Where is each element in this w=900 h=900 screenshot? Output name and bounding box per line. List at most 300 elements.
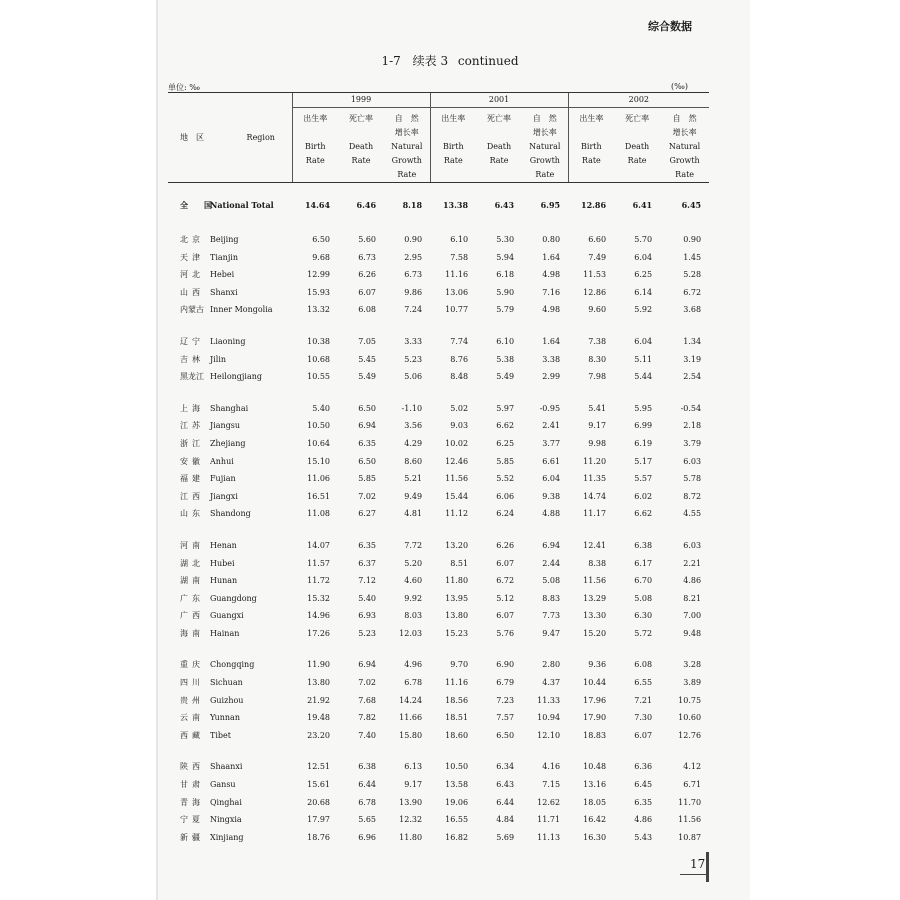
value-cell: 10.68	[307, 354, 331, 364]
value-cell: 11.56	[445, 474, 469, 484]
table-row	[168, 590, 709, 608]
value-cell: 6.73	[358, 252, 377, 262]
value-cell: 9.49	[404, 491, 423, 501]
value-cell: 6.26	[358, 270, 377, 280]
value-cell: 3.79	[683, 438, 702, 448]
value-cell: 7.02	[358, 491, 377, 501]
value-cell: 11.16	[445, 270, 469, 280]
table-row	[168, 794, 709, 812]
value-cell: 9.70	[450, 660, 469, 670]
value-cell: 4.55	[683, 509, 702, 519]
value-cell: 13.95	[445, 593, 469, 603]
table-row	[168, 674, 709, 692]
year-header-2002: 2002	[568, 93, 709, 108]
value-cell: 6.06	[496, 491, 515, 501]
value-cell: 2.41	[542, 421, 561, 431]
growth-rate-header: 自 然 增长率 Natural Growth Rate	[384, 108, 430, 183]
value-cell: 5.38	[496, 354, 515, 364]
value-cell: 9.36	[588, 660, 607, 670]
value-cell: 11.12	[445, 509, 469, 519]
growth-rate-header: 自 然 增长率 Natural Growth Rate	[660, 108, 709, 183]
table-row	[168, 417, 709, 435]
growth-rate-header: 自 然 增长率 Natural Growth Rate	[522, 108, 568, 183]
value-cell: 5.43	[634, 832, 653, 842]
region-en: Jiangsu	[210, 421, 241, 431]
region-en: Hunan	[210, 576, 238, 586]
value-cell: 6.62	[634, 509, 653, 519]
value-cell: 5.90	[496, 287, 515, 297]
value-cell: 7.40	[358, 730, 377, 740]
region-en: Gansu	[210, 780, 236, 790]
value-cell: 6.60	[588, 235, 607, 244]
value-cell: 12.10	[537, 730, 561, 740]
value-cell: 6.08	[358, 305, 377, 315]
value-cell: 10.87	[678, 832, 702, 842]
value-cell: 12.99	[307, 270, 331, 280]
region-en: Yunnan	[210, 713, 240, 723]
region-cn: 陕西	[180, 762, 204, 772]
value-cell: 0.90	[404, 235, 423, 244]
region-en: Ningxia	[210, 815, 242, 825]
region-en: Shaanxi	[210, 762, 243, 772]
value-cell: 13.32	[307, 305, 331, 315]
value-cell: 2.54	[683, 372, 702, 382]
region-header-en: Region	[246, 133, 275, 142]
value-cell: 11.08	[307, 509, 331, 519]
region-cn: 江西	[180, 491, 204, 501]
value-cell: 4.12	[683, 762, 702, 772]
table-title-text: 续表 3	[412, 54, 449, 68]
value-cell: 11.20	[583, 456, 607, 466]
value-cell: 10.44	[583, 678, 607, 688]
value-cell: 6.44	[496, 797, 515, 807]
region-en: Hubei	[210, 558, 235, 568]
region-cn: 河北	[180, 270, 204, 280]
table-row	[168, 249, 709, 267]
region-en: Qinghai	[210, 797, 242, 807]
table-row	[168, 266, 709, 284]
region-en: Tianjin	[210, 252, 239, 262]
value-cell: 6.19	[634, 438, 653, 448]
value-cell: 3.56	[404, 421, 423, 431]
value-cell: 19.06	[445, 797, 469, 807]
value-cell: 12.62	[537, 797, 561, 807]
region-en: Hainan	[210, 628, 240, 638]
value-cell: 3.89	[683, 678, 702, 688]
value-cell: 5.60	[358, 235, 377, 244]
value-cell: 23.20	[307, 730, 331, 740]
value-cell: 8.83	[542, 593, 561, 603]
value-cell: 6.93	[358, 611, 377, 621]
value-cell: 10.48	[583, 762, 607, 772]
value-cell: 3.28	[683, 660, 702, 670]
value-cell: 6.50	[496, 730, 515, 740]
region-en: Anhui	[210, 456, 234, 466]
region-cn: 北京	[180, 235, 204, 244]
region-en: Tibet	[210, 730, 231, 740]
value-cell: 5.92	[634, 305, 653, 315]
value-cell: 8.51	[450, 558, 469, 568]
value-cell: 6.07	[358, 287, 377, 297]
value-cell: 12.32	[399, 815, 423, 825]
value-cell: 6.30	[634, 611, 653, 621]
value-cell: 4.86	[683, 576, 702, 586]
value-cell: 6.95	[540, 200, 561, 210]
value-cell: 2.80	[542, 660, 561, 670]
value-cell: 0.90	[683, 235, 702, 244]
value-cell: 8.03	[404, 611, 423, 621]
value-cell: 5.20	[404, 558, 423, 568]
value-cell: 7.02	[358, 678, 377, 688]
region-en: Henan	[210, 540, 237, 550]
value-cell: 7.49	[588, 252, 607, 262]
table-row	[168, 435, 709, 453]
value-cell: 13.80	[445, 611, 469, 621]
region-en: Zhejiang	[210, 438, 246, 448]
table-row	[168, 505, 709, 523]
value-cell: 6.17	[634, 558, 653, 568]
value-cell: 6.35	[358, 540, 377, 550]
value-cell: 9.38	[542, 491, 561, 501]
value-cell: 17.26	[307, 628, 331, 638]
table-body	[168, 183, 709, 847]
value-cell: 5.79	[496, 305, 515, 315]
value-cell: 4.84	[496, 815, 515, 825]
value-cell: 18.56	[445, 695, 469, 705]
value-cell: 5.17	[634, 456, 653, 466]
value-cell: 14.74	[583, 491, 607, 501]
value-cell: 6.37	[358, 558, 377, 568]
region-cn: 上海	[180, 403, 204, 413]
unit-label-right: (‰)	[671, 82, 688, 91]
value-cell: -1.10	[401, 403, 423, 413]
value-cell: 5.70	[634, 235, 653, 244]
region-en: Inner Mongolia	[210, 305, 273, 315]
value-cell: 5.28	[683, 270, 702, 280]
value-cell: 11.66	[399, 713, 423, 723]
value-cell: 5.97	[496, 403, 515, 413]
value-cell: 11.72	[307, 576, 331, 586]
value-cell: 3.33	[404, 336, 423, 346]
value-cell: 11.35	[583, 474, 607, 484]
value-cell: 5.45	[358, 354, 377, 364]
value-cell: 8.60	[404, 456, 423, 466]
year-header-2001: 2001	[430, 93, 568, 108]
value-cell: 6.70	[634, 576, 653, 586]
value-cell: 5.65	[358, 815, 377, 825]
value-cell: 6.45	[634, 780, 653, 790]
value-cell: 18.05	[583, 797, 607, 807]
value-cell: 19.48	[307, 713, 331, 723]
value-cell: 6.96	[358, 832, 377, 842]
region-cn: 吉林	[180, 354, 204, 364]
value-cell: 2.44	[542, 558, 561, 568]
value-cell: 6.08	[634, 660, 653, 670]
value-cell: 14.07	[307, 540, 331, 550]
value-cell: 9.17	[404, 780, 423, 790]
value-cell: 13.20	[445, 540, 469, 550]
group-spacer	[168, 744, 709, 758]
value-cell: 12.41	[583, 540, 607, 550]
value-cell: 7.68	[358, 695, 377, 705]
value-cell: 6.50	[358, 403, 377, 413]
value-cell: 3.68	[683, 305, 702, 315]
value-cell: 10.75	[678, 695, 702, 705]
region-en: Hebei	[210, 270, 235, 280]
value-cell: 10.77	[445, 305, 469, 315]
table-row	[168, 470, 709, 488]
table-number: 1-7	[381, 54, 401, 68]
value-cell: 6.07	[496, 611, 515, 621]
value-cell: 11.53	[583, 270, 607, 280]
value-cell: 9.47	[542, 628, 561, 638]
value-cell: 6.36	[634, 762, 653, 772]
value-cell: 11.56	[678, 815, 702, 825]
value-cell: 5.78	[683, 474, 702, 484]
value-cell: 7.21	[634, 695, 653, 705]
value-cell: 16.51	[307, 491, 331, 501]
value-cell: 11.56	[583, 576, 607, 586]
region-en: Shanghai	[210, 403, 249, 413]
value-cell: 12.86	[581, 200, 607, 210]
value-cell: 5.12	[496, 593, 515, 603]
region-cn: 新疆	[180, 832, 204, 842]
table-row	[168, 811, 709, 829]
region-cn: 宁夏	[180, 815, 204, 825]
value-cell: 6.25	[496, 438, 515, 448]
region-cn: 全 国	[180, 200, 216, 210]
value-cell: -0.95	[539, 403, 561, 413]
region-cn: 湖南	[180, 576, 204, 586]
region-cn: 重庆	[180, 660, 204, 670]
value-cell: 7.74	[450, 336, 469, 346]
value-cell: 8.48	[450, 372, 469, 382]
value-cell: 6.38	[634, 540, 653, 550]
value-cell: 5.95	[634, 403, 653, 413]
birth-rate-header: 出生率 Birth Rate	[430, 108, 476, 183]
region-cn: 广西	[180, 611, 204, 621]
value-cell: 6.43	[496, 780, 515, 790]
region-cn: 内蒙古	[180, 305, 204, 315]
value-cell: 6.73	[404, 270, 423, 280]
value-cell: 5.21	[404, 474, 423, 484]
value-cell: 4.86	[634, 815, 653, 825]
value-cell: 10.64	[307, 438, 331, 448]
region-en: Chongqing	[210, 660, 255, 670]
death-rate-header: 死亡率 Death Rate	[614, 108, 660, 183]
value-cell: 6.55	[634, 678, 653, 688]
birth-rate-header: 出生率 Birth Rate	[292, 108, 338, 183]
year-header-1999: 1999	[292, 93, 430, 108]
value-cell: 7.00	[683, 611, 702, 621]
value-cell: 6.99	[634, 421, 653, 431]
value-cell: 5.02	[450, 403, 469, 413]
region-en: Beijing	[210, 235, 239, 244]
value-cell: 9.92	[404, 593, 423, 603]
table-row	[168, 555, 709, 573]
value-cell: 21.92	[307, 695, 331, 705]
region-en: Jiangxi	[210, 491, 238, 501]
value-cell: 4.96	[404, 660, 423, 670]
value-cell: 11.70	[678, 797, 702, 807]
region-cn: 青海	[180, 797, 204, 807]
value-cell: 20.68	[307, 797, 331, 807]
value-cell: 11.17	[583, 509, 607, 519]
region-header	[168, 93, 292, 183]
region-en: Guizhou	[210, 695, 244, 705]
value-cell: 4.88	[542, 509, 561, 519]
region-cn: 云南	[180, 713, 204, 723]
value-cell: 15.32	[307, 593, 331, 603]
value-cell: 13.30	[583, 611, 607, 621]
value-cell: 6.27	[358, 509, 377, 519]
value-cell: 5.23	[358, 628, 377, 638]
value-cell: 12.46	[445, 456, 469, 466]
value-cell: 5.69	[496, 832, 515, 842]
value-cell: 6.90	[496, 660, 515, 670]
group-spacer	[168, 319, 709, 333]
value-cell: 6.34	[496, 762, 515, 772]
region-cn: 山西	[180, 287, 204, 297]
region-cn: 西藏	[180, 730, 204, 740]
value-cell: 7.30	[634, 713, 653, 723]
value-cell: 6.46	[356, 200, 377, 210]
value-cell: 13.16	[583, 780, 607, 790]
page-number: 17	[690, 857, 706, 871]
value-cell: 6.79	[496, 678, 515, 688]
region-en: Shanxi	[210, 287, 238, 297]
group-spacer	[168, 642, 709, 656]
value-cell: 6.38	[358, 762, 377, 772]
region-en: Fujian	[210, 474, 236, 484]
value-cell: 9.17	[588, 421, 607, 431]
value-cell: 2.95	[404, 252, 423, 262]
value-cell: 15.61	[307, 780, 331, 790]
value-cell: 13.80	[307, 678, 331, 688]
value-cell: 16.30	[583, 832, 607, 842]
value-cell: 9.86	[404, 287, 423, 297]
value-cell: 10.38	[307, 336, 331, 346]
value-cell: 5.85	[496, 456, 515, 466]
value-cell: 5.52	[496, 474, 515, 484]
value-cell: 5.76	[496, 628, 515, 638]
value-cell: 15.23	[445, 628, 469, 638]
value-cell: 5.72	[634, 628, 653, 638]
value-cell: 4.29	[404, 438, 423, 448]
value-cell: 18.83	[583, 730, 607, 740]
value-cell: 6.35	[358, 438, 377, 448]
value-cell: 1.45	[683, 252, 702, 262]
value-cell: 3.38	[542, 354, 561, 364]
death-rate-header: 死亡率 Death Rate	[476, 108, 522, 183]
value-cell: 6.45	[681, 200, 702, 210]
value-cell: 12.03	[399, 628, 423, 638]
value-cell: 7.24	[404, 305, 423, 315]
region-en: National Total	[210, 200, 274, 210]
value-cell: 1.34	[683, 336, 702, 346]
region-en: Guangdong	[210, 593, 257, 603]
region-en: Sichuan	[210, 678, 243, 688]
value-cell: 6.03	[683, 456, 702, 466]
value-cell: 11.80	[399, 832, 423, 842]
table-row	[168, 231, 709, 249]
group-spacer	[168, 386, 709, 400]
value-cell: 17.96	[583, 695, 607, 705]
value-cell: 6.62	[496, 421, 515, 431]
region-cn: 江苏	[180, 421, 204, 431]
value-cell: 7.12	[358, 576, 377, 586]
value-cell: 5.94	[496, 252, 515, 262]
region-cn: 黑龙江	[180, 372, 204, 382]
page-number-line	[680, 874, 706, 875]
table-row	[168, 284, 709, 302]
value-cell: 2.21	[683, 558, 702, 568]
value-cell: 15.44	[445, 491, 469, 501]
value-cell: 15.80	[399, 730, 423, 740]
value-cell: 6.18	[496, 270, 515, 280]
value-cell: 6.94	[358, 660, 377, 670]
value-cell: 15.93	[307, 287, 331, 297]
value-cell: 12.76	[678, 730, 702, 740]
value-cell: 4.98	[542, 270, 561, 280]
value-cell: 9.03	[450, 421, 469, 431]
value-cell: 16.82	[445, 832, 469, 842]
table-title-continued: continued	[457, 54, 519, 68]
value-cell: 9.98	[588, 438, 607, 448]
value-cell: 13.29	[583, 593, 607, 603]
value-cell: 6.71	[683, 780, 702, 790]
value-cell: 18.60	[445, 730, 469, 740]
table-row	[168, 333, 709, 351]
table-row	[168, 351, 709, 369]
value-cell: 11.90	[307, 660, 331, 670]
region-cn: 海南	[180, 628, 204, 638]
value-cell: 11.06	[307, 474, 331, 484]
region-cn: 山东	[180, 509, 204, 519]
value-cell: 13.58	[445, 780, 469, 790]
value-cell: 6.78	[404, 678, 423, 688]
value-cell: 6.43	[494, 200, 515, 210]
value-cell: 6.94	[542, 540, 561, 550]
value-cell: 17.90	[583, 713, 607, 723]
value-cell: 5.08	[542, 576, 561, 586]
value-cell: 13.90	[399, 797, 423, 807]
region-cn: 安徽	[180, 456, 204, 466]
region-cn: 湖北	[180, 558, 204, 568]
region-cn: 浙江	[180, 438, 204, 448]
value-cell: 13.06	[445, 287, 469, 297]
value-cell: 6.14	[634, 287, 653, 297]
value-cell: 7.57	[496, 713, 515, 723]
statistics-table	[168, 92, 709, 846]
value-cell: 9.48	[683, 628, 702, 638]
unit-label-left: 单位: ‰	[168, 83, 200, 92]
value-cell: 6.50	[312, 235, 331, 244]
value-cell: 6.24	[496, 509, 515, 519]
value-cell: 6.72	[683, 287, 702, 297]
value-cell: 6.04	[542, 474, 561, 484]
page-number-rule	[706, 852, 709, 882]
value-cell: 12.86	[583, 287, 607, 297]
value-cell: 8.72	[683, 491, 702, 501]
value-cell: 4.37	[542, 678, 561, 688]
region-en: Heilongjiang	[210, 372, 262, 382]
value-cell: 9.60	[588, 305, 607, 315]
table-row	[168, 758, 709, 776]
value-cell: 6.04	[634, 336, 653, 346]
table-row	[168, 829, 709, 847]
value-cell: 5.44	[634, 372, 653, 382]
